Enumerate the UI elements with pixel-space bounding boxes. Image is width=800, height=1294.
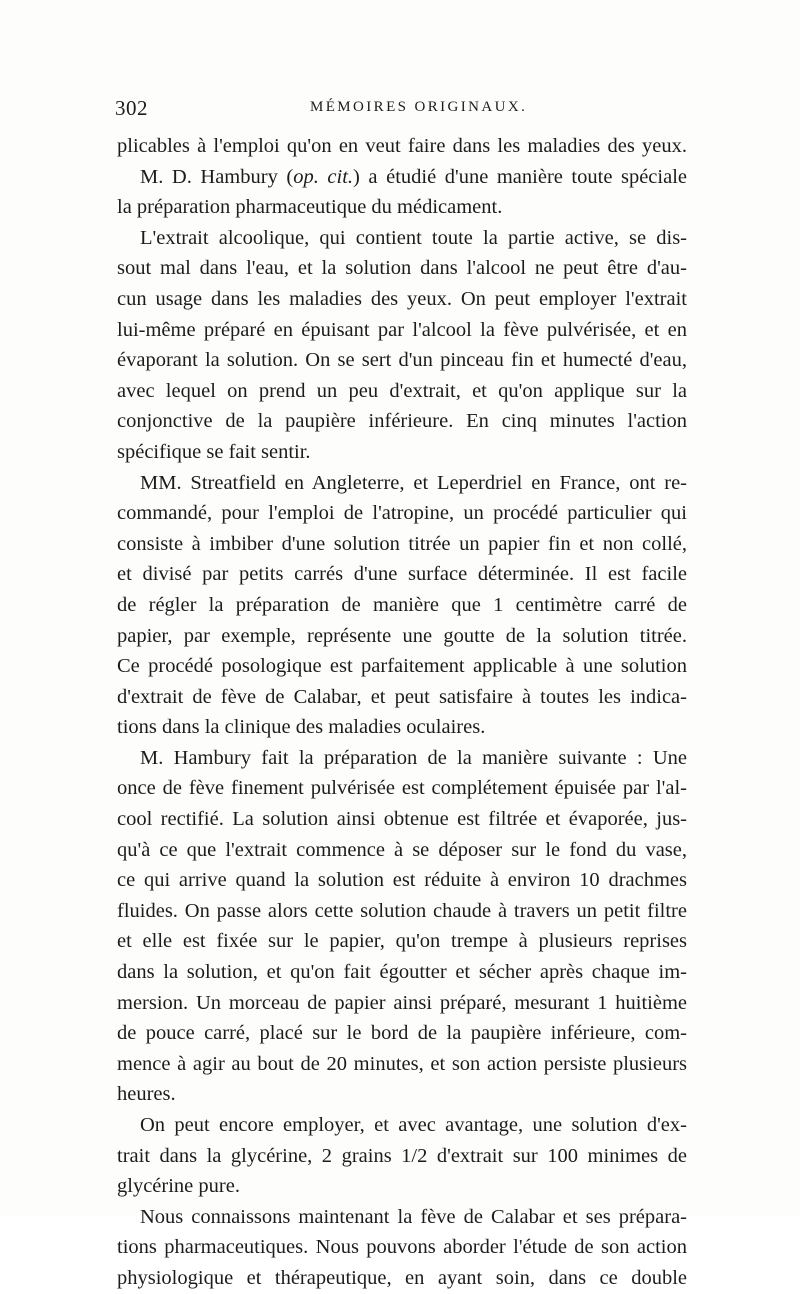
citation-italic: op. cit. (293, 165, 354, 188)
text-line: commandé, pour l'emploi de l'atropine, un procédé particulier qui (117, 502, 687, 525)
text-line: sout mal dans l'eau, et la solution dans l'alcool ne peut être d'au- (117, 257, 687, 280)
text-line: Nous connaissons maintenant la fève de Calabar et ses prépara- (140, 1205, 687, 1228)
text-line: et elle est fixée sur le papier, qu'on trempe à plusieurs reprises (117, 930, 687, 953)
text-line: qu'à ce que l'extrait commence à se déposer sur le fond du vase, (117, 838, 687, 861)
text-line: de pouce carré, placé sur le bord de la paupière inférieure, com- (117, 1022, 687, 1045)
text-line: L'extrait alcoolique, qui contient toute la partie active, se dis- (140, 226, 687, 249)
text-line: d'extrait de fève de Calabar, et peut satisfaire à toutes les indica- (117, 685, 687, 708)
text-line: dans la solution, et qu'on fait égoutter et sécher après chaque im- (117, 961, 687, 984)
body-text (117, 131, 687, 1294)
text-line: M. Hambury fait la préparation de la manière suivante : Une (140, 746, 687, 769)
text-line: tions pharmaceutiques. Nous pouvons aborder l'étude de son action (117, 1236, 687, 1259)
text-line: once de fève finement pulvérisée est complétement épuisée par l'al- (117, 777, 687, 800)
text-line: ce qui arrive quand la solution est réduite à environ 10 drachmes (117, 869, 687, 892)
text-line: On peut encore employer, et avec avantage, une solution d'ex- (140, 1114, 687, 1136)
text-line: MM. Streatfield en Angleterre, et Leperdriel en France, ont re- (140, 471, 687, 494)
running-head: MÉMOIRES ORIGINAUX. (310, 99, 528, 115)
text-line: mence à agir au bout de 20 minutes, et son action persiste plusieurs (117, 1052, 687, 1075)
text-line: M. D. Hambury (op. cit.) a étudié d'une manière toute spéciale (140, 165, 687, 188)
text-line: la préparation pharmaceutique du médicament. (117, 196, 503, 219)
text-line: glycérine pure. (117, 1175, 240, 1198)
text-line: avec lequel on prend un peu d'extrait, et qu'on applique sur la (117, 379, 687, 402)
text-line: et divisé par petits carrés d'une surface déterminée. Il est facile (117, 563, 687, 586)
page-number: 302 (115, 96, 148, 120)
text-line: de régler la préparation de manière que 1 centimètre carré de (117, 593, 687, 616)
text-line: consiste à imbiber d'une solution titrée un papier fin et non collé, (117, 532, 687, 555)
text-line: papier, par exemple, représente une goutte de la solution titrée. (117, 624, 687, 647)
text-line: évaporant la solution. On se sert d'un pinceau fin et humecté d'eau, (117, 349, 687, 372)
text-line: mersion. Un morceau de papier ainsi préparé, mesurant 1 huitième (117, 991, 687, 1014)
text-line: fluides. On passe alors cette solution chaude à travers un petit filtre (117, 899, 687, 922)
page-header (115, 96, 687, 124)
text-line: physiologique et thérapeutique, en ayant soin, dans ce double (117, 1266, 687, 1289)
text-line: plicables à l'emploi qu'on en veut faire dans les maladies des yeux. (117, 135, 687, 157)
text-line: Ce procédé posologique est parfaitement applicable à une solution (117, 655, 687, 678)
text-line: tions dans la clinique des maladies oculaires. (117, 716, 486, 739)
text-line: lui-même préparé en épuisant par l'alcool la fève pulvérisée, et en (117, 318, 687, 341)
text-line: cool rectifié. La solution ainsi obtenue est filtrée et évaporée, jus- (117, 808, 687, 831)
text-line: spécifique se fait sentir. (117, 440, 311, 463)
text-line: heures. (117, 1083, 176, 1106)
text-line: conjonctive de la paupière inférieure. En cinq minutes l'action (117, 410, 687, 433)
text-line: cun usage dans les maladies des yeux. On peut employer l'extrait (117, 287, 687, 310)
text-line: trait dans la glycérine, 2 grains 1/2 d'extrait sur 100 minimes de (117, 1144, 687, 1167)
